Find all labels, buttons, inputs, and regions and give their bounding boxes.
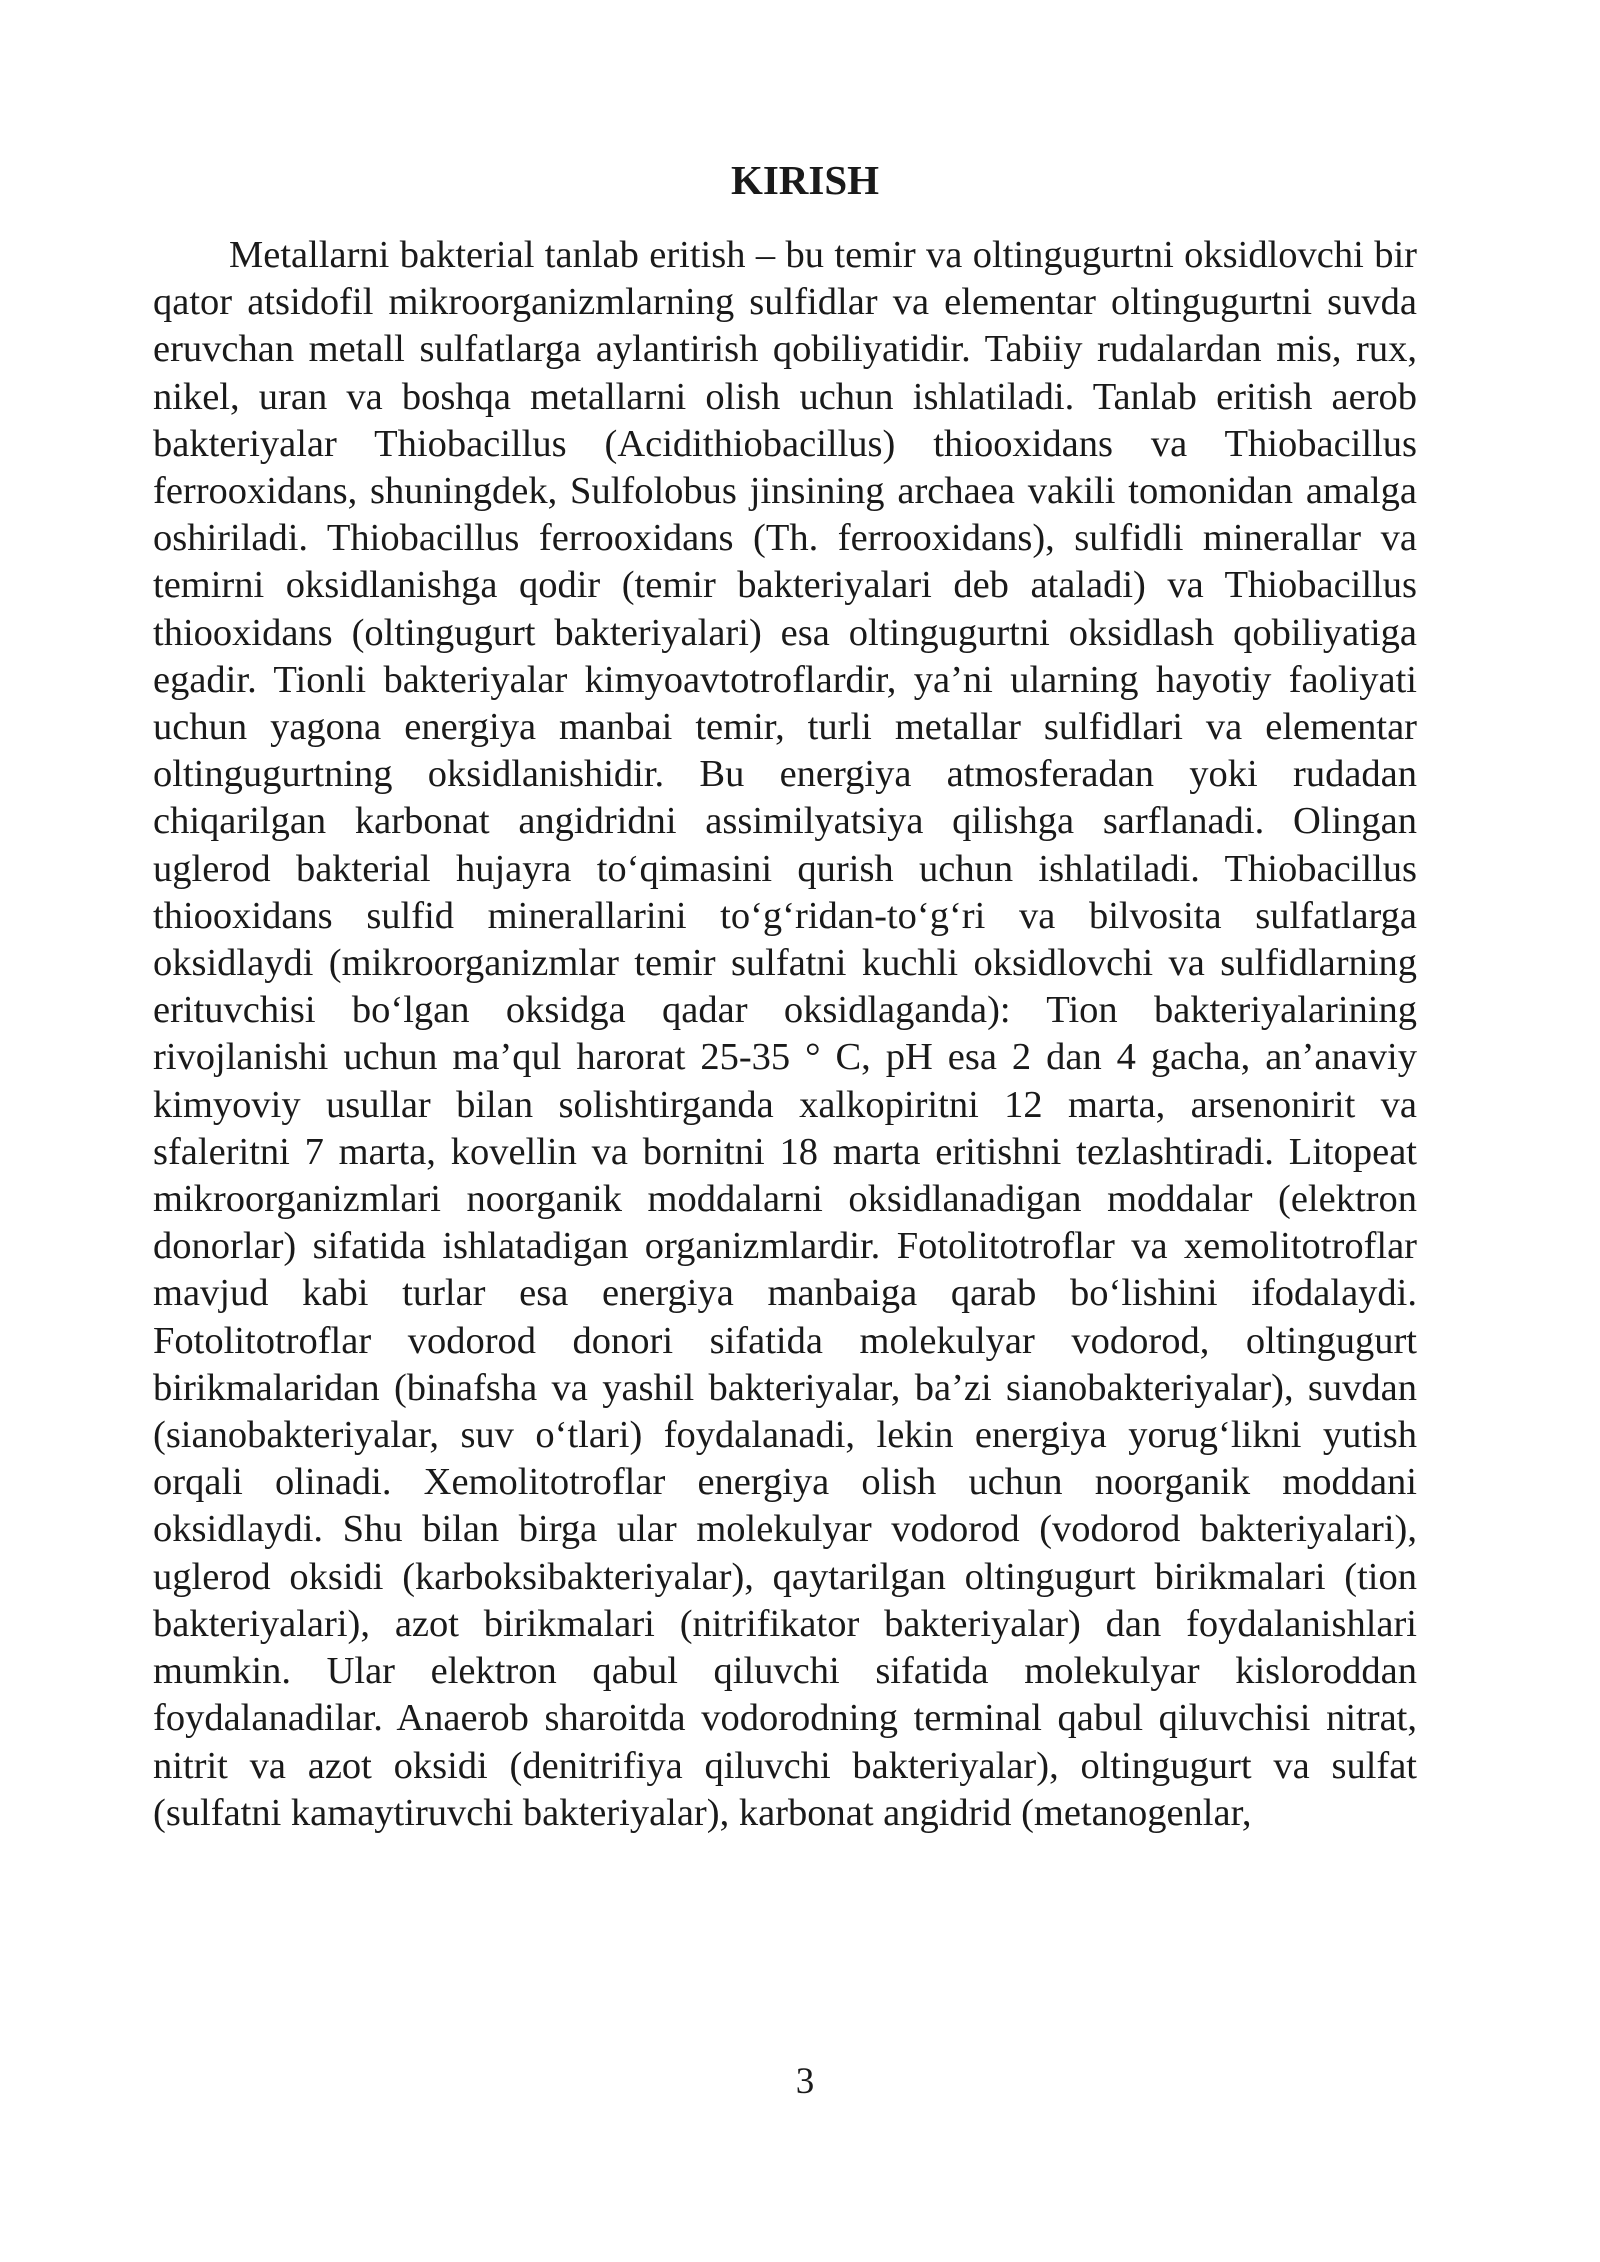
page-title: KIRISH — [730, 157, 880, 203]
document-page — [153, 150, 1417, 1837]
body-paragraph: Metallarni bakterial tanlab eritish – bu temir va oltingugurtni oksidlovchi bir qator atsidofil mikroorganizmlarning sulfidlar va elementar oltingugurtni suvda eruvchan metall sulfatlarga aylantirish qobiliyatidir. Tabiiy rudalardan mis, rux, nikel, uran va boshqa metallarni olish uchun ishlatiladi. Tanlab eritish aerob bakteriyalar Thiobacillus (Acidithiobacillus) thiooxidans va Thiobacillus ferrooxidans, shuningdek, Sulfolobus jinsining archaea vakili tomonidan amalga oshiriladi. Thiobacillus ferrooxidans (Th. ferrooxidans), sulfidli minerallar va temirni oksidlanishga qodir (temir bakteriyalari deb ataladi) va Thiobacillus thiooxidans (oltingugurt bakteriyalari) esa oltingugurtni oksidlash qobiliyatiga egadir. Tionli bakteriyalar kimyoavtotroflardir, ya’ni ularning hayotiy faoliyati uchun yagona energiya manbai temir, turli metallar sulfidlari va elementar oltingugurtning oksidlanishidir. Bu energiya atmosferadan yoki rudadan chiqarilgan karbonat angidridni assimilyatsiya qilishga sarflanadi. Olingan uglerod bakterial hujayra to‘qimasini qurish uchun ishlatiladi. Thiobacillus thiooxidans sulfid minerallarini to‘g‘ridan-to‘g‘ri va bilvosita sulfatlarga oksidlaydi (mikroorganizmlar temir sulfatni kuchli oksidlovchi va sulfidlarning erituvchisi bo‘lgan oksidga qadar oksidlaganda): Tion bakteriyalarining rivojlanishi uchun ma’qul harorat 25-35 ° C, pH esa 2 dan 4 gacha, an’anaviy kimyoviy usullar bilan solishtirganda xalkopiritni 12 marta, arsenonirit va sfaleritni 7 marta, kovellin va bornitni 18 marta eritishni tezlashtiradi. Litopeat mikroorganizmlari noorganik moddalarni oksidlanadigan moddalar (elektron donorlar) sifatida ishlatadigan organizmlardir. Fotolitotroflar va xemolitotroflar mavjud kabi turlar esa energiya manbaiga qarab bo‘lishini ifodalaydi. Fotolitotroflar vodorod donori sifatida molekulyar vodorod, oltingugurt birikmalaridan (binafsha va yashil bakteriyalar, ba’zi sianobakteriyalar), suvdan (sianobakteriyalar, suv o‘tlari) foydalanadi, lekin energiya yorug‘likni yutish orqali olinadi. Xemolitotroflar energiya olish uchun noorganik moddani oksidlaydi. Shu bilan birga ular molekulyar vodorod (vodorod bakteriyalari), uglerod oksidi (karboksibakteriyalar), qaytarilgan oltingugurt birikmalari (tion bakteriyalari), azot birikmalari (nitrifikator bakteriyalar) dan foydalanishlari mumkin. Ular elektron qabul qiluvchi sifatida molekulyar kisloroddan foydalanadilar. Anaerob sharoitda vodorodning terminal qabul qiluvchisi nitrat, nitrit va azot oksidi (denitrifiya qiluvchi bakteriyalar), oltingugurt va sulfat (sulfatni kamaytiruvchi bakteriyalar), karbonat angidrid (metanogenlar, — [153, 234, 1417, 1834]
page-number: 3 — [795, 2061, 815, 2102]
